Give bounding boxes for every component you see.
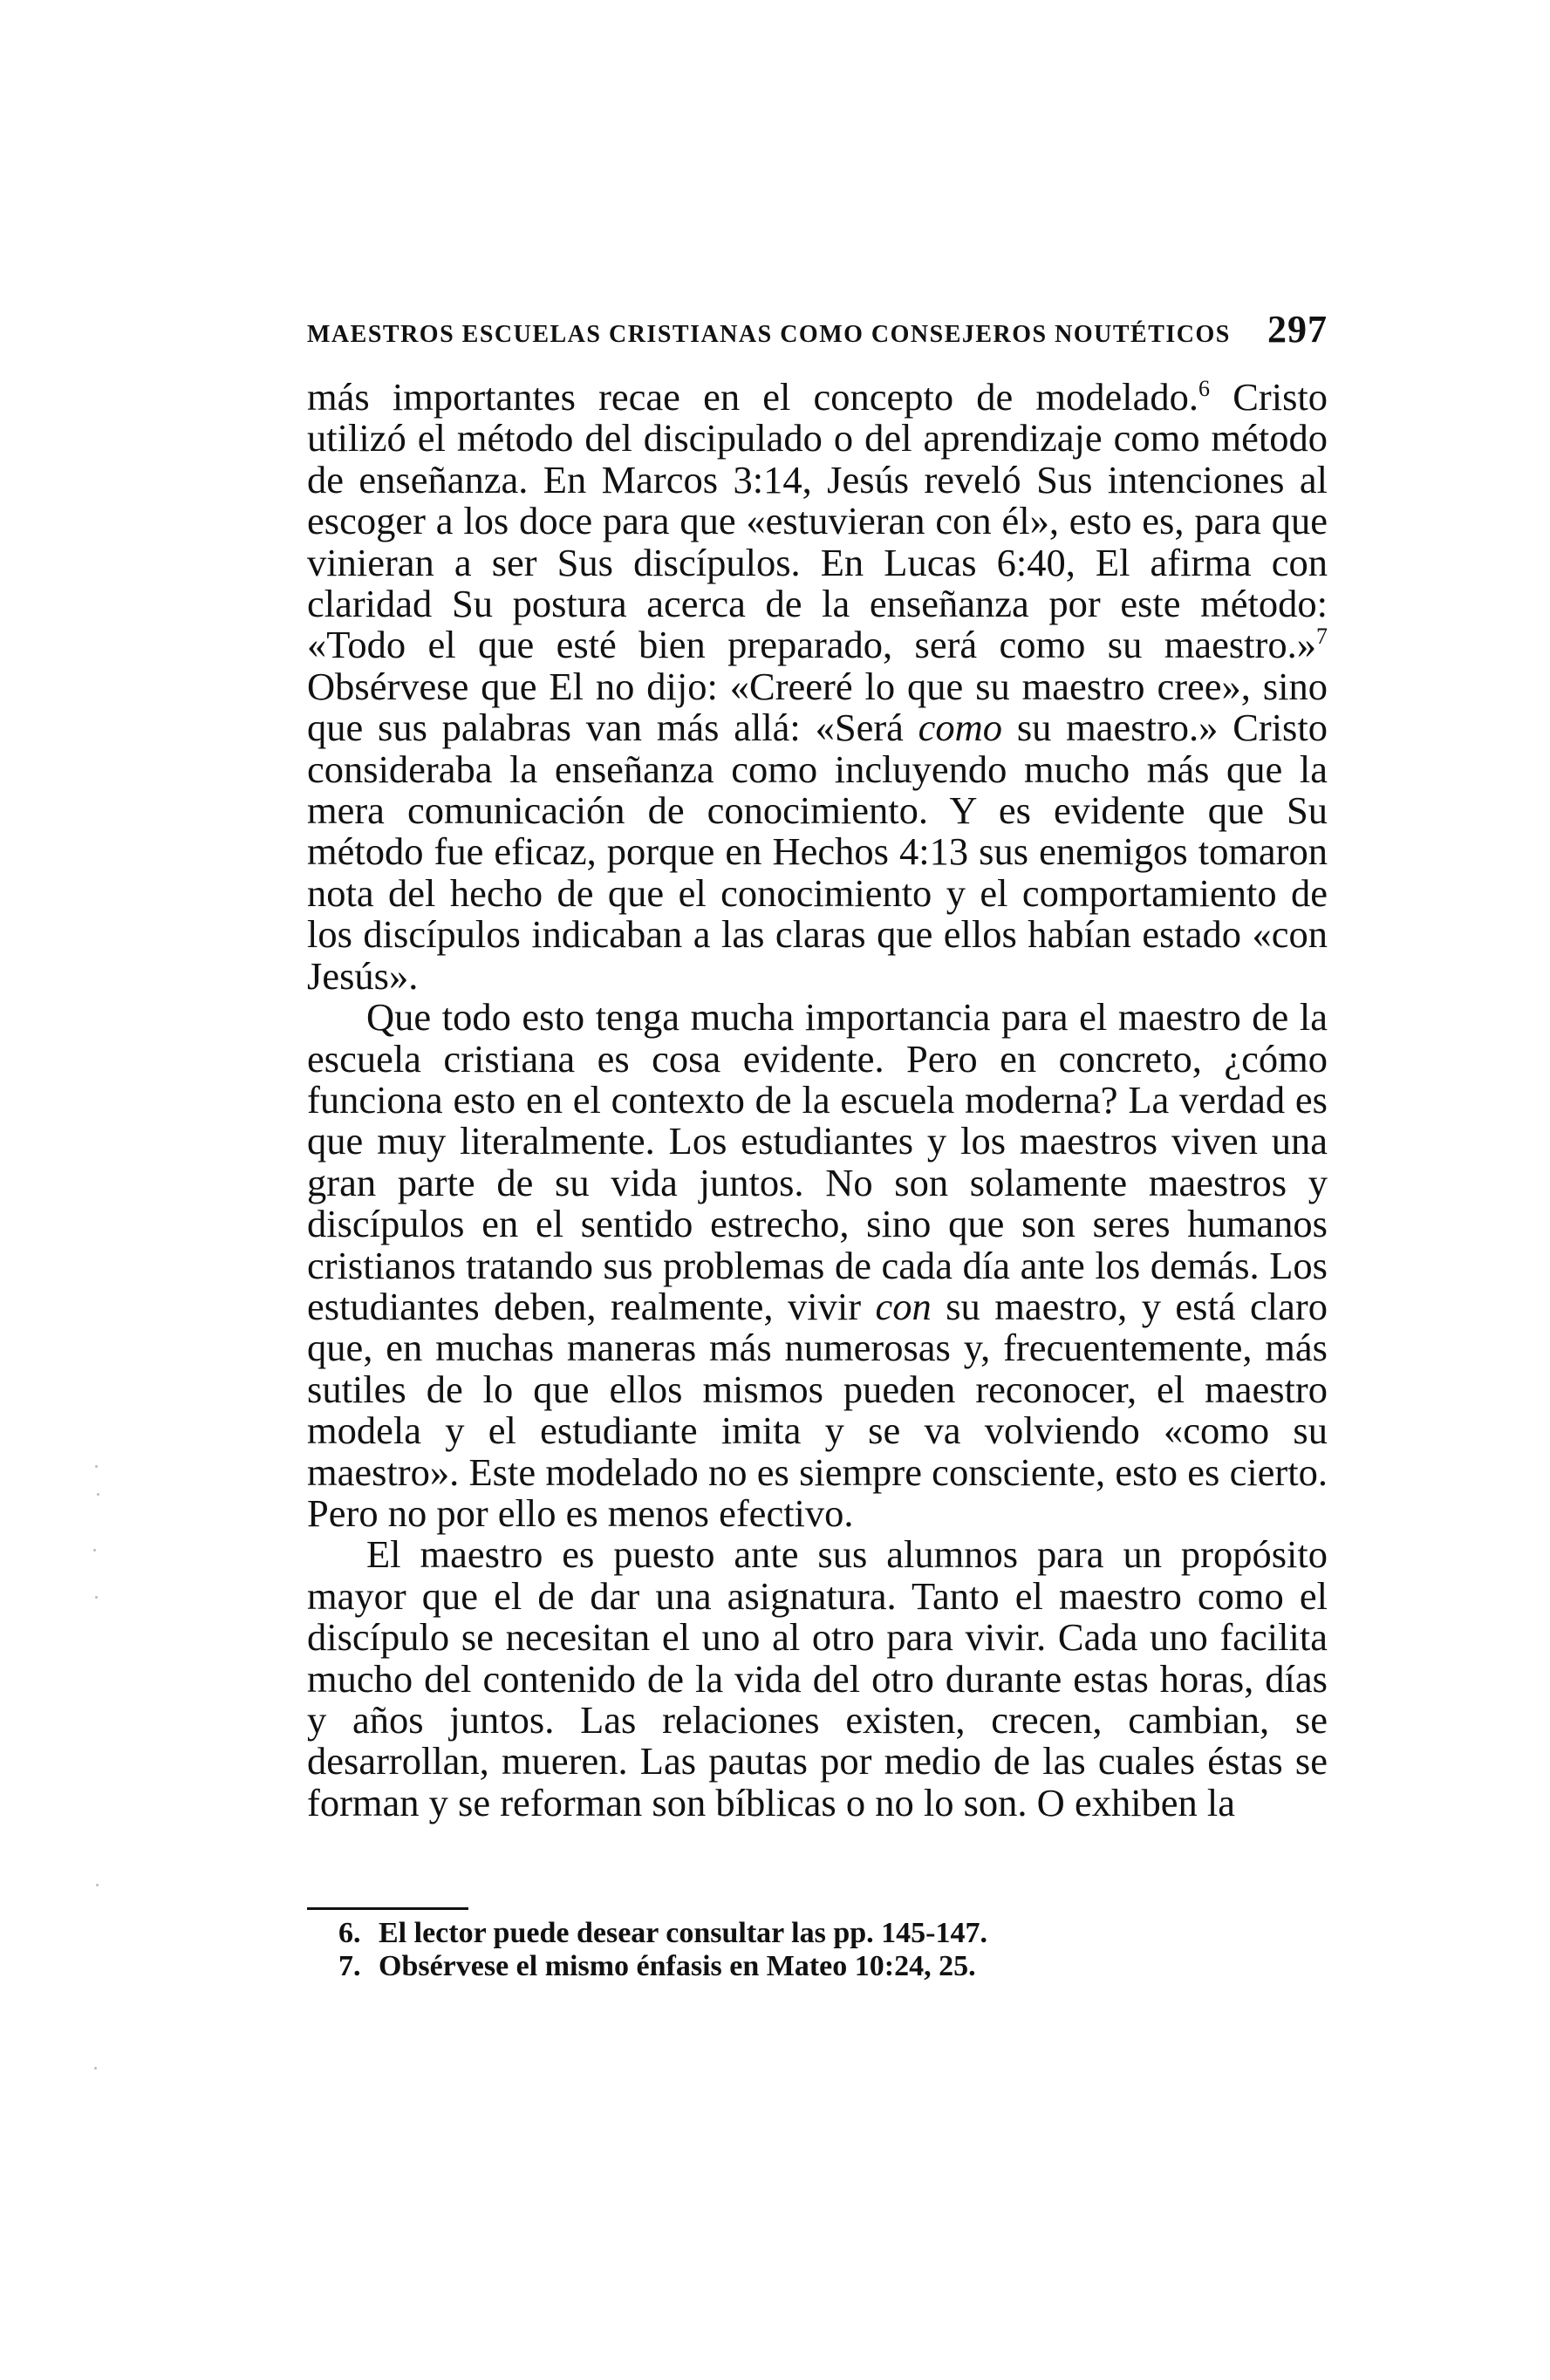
- scan-speck: [95, 1465, 98, 1468]
- scan-speck: [97, 1493, 99, 1496]
- scan-specks: [83, 1465, 100, 2076]
- footnote-number: 7.: [338, 1950, 361, 1982]
- paragraph-2-text-b: su maestro, y está claro que, en muchas maneras más numerosas y, frecuentemente, más sutiles de lo que ellos mismos pueden reconocer, el maestro modela y el estudiante imita y se va volviendo «como su maestro». Este modelado no es siempre consciente, esto es cierto. Pero no por ello es menos efectivo.: [307, 1284, 1328, 1535]
- paragraph-1-emphasis: como: [918, 706, 1003, 750]
- scan-speck: [94, 2067, 97, 2070]
- paragraph-2: [307, 997, 1328, 1534]
- footnote-ref-6: 6: [1198, 376, 1211, 402]
- footnote-number: 6.: [338, 1917, 361, 1949]
- paragraph-3-text: El maestro es puesto ante sus alumnos para un propósito mayor que el de dar una asignatura. Tanto el maestro como el discípulo se necesitan el uno al otro para vivir. Cada uno facilita mucho del contenido de la vida del otro durante estas horas, días y años juntos. Las relaciones existen, crecen, cambian, se desarrollan, mueren. Las pautas por medio de las cuales éstas se forman y se reforman son bíblicas o no lo son. O exhiben la: [307, 1532, 1328, 1824]
- running-title: MAESTROS ESCUELAS CRISTIANAS COMO CONSEJEROS NOUTÉTICOS: [307, 321, 1231, 348]
- paragraph-2-emphasis: con: [875, 1284, 932, 1328]
- footnotes: [338, 1917, 1298, 1983]
- running-head: [307, 307, 1328, 359]
- body-text: [307, 377, 1328, 1824]
- paragraph-3: [307, 1534, 1328, 1824]
- scan-speck: [95, 1596, 98, 1599]
- paragraph-1-text-b: Cristo utilizó el método del discipulado o del aprendizaje como método de enseñanza. En Marcos 3:14, Jesús reveló Sus intenciones al escoger a los doce para que «estuvieran con él», esto es, para que vinieran a ser Sus discípulos. En Lucas 6:40, El afirma con claridad Su postura acerca de la enseñanza por este método: «Todo el que esté bien preparado, será como su maestro.»: [307, 375, 1328, 667]
- footnote-rule: [307, 1907, 468, 1910]
- paragraph-1-text-d: su maestro.» Cristo consideraba la enseñanza como incluyendo mucho más que la mera comunicación de conocimiento. Y es evidente que Su método fue eficaz, porque en Hechos 4:13 sus enemigos tomaron nota del hecho de que el conocimiento y el comportamiento de los discípulos indicaban a las claras que ellos habían estado «con Jesús».: [307, 706, 1328, 998]
- scan-speck: [93, 1549, 96, 1551]
- paragraph-1: [307, 377, 1328, 997]
- paragraph-1-text-c: Obsérvese que El no dijo: «Creeré lo que su maestro cree», sino que sus palabras van más allá: «Será: [307, 664, 1328, 750]
- page-number: 297: [1267, 308, 1328, 351]
- scan-speck: [96, 1884, 99, 1886]
- footnote-6: [338, 1917, 1298, 1950]
- footnote-ref-7: 7: [1316, 624, 1328, 650]
- footnote-7: [338, 1950, 1298, 1983]
- footnote-text: El lector puede desear consultar las pp. 145-147.: [379, 1917, 987, 1949]
- paragraph-1-text-a: más importantes recae en el concepto de modelado.: [307, 375, 1199, 419]
- paragraph-2-text-a: Que todo esto tenga mucha importancia para el maestro de la escuela cristiana es cosa evidente. Pero en concreto, ¿cómo funciona esto en el contexto de la escuela moderna? La verdad es que muy literalmente. Los estudiantes y los maestros viven una gran parte de su vida juntos. No son solamente maestros y discípulos en el sentido estrecho, sino que son seres humanos cristianos tratando sus problemas de cada día ante los demás. Los estudiantes deben, realmente, vivir: [307, 995, 1328, 1328]
- footnote-text: Obsérvese el mismo énfasis en Mateo 10:24, 25.: [379, 1950, 976, 1982]
